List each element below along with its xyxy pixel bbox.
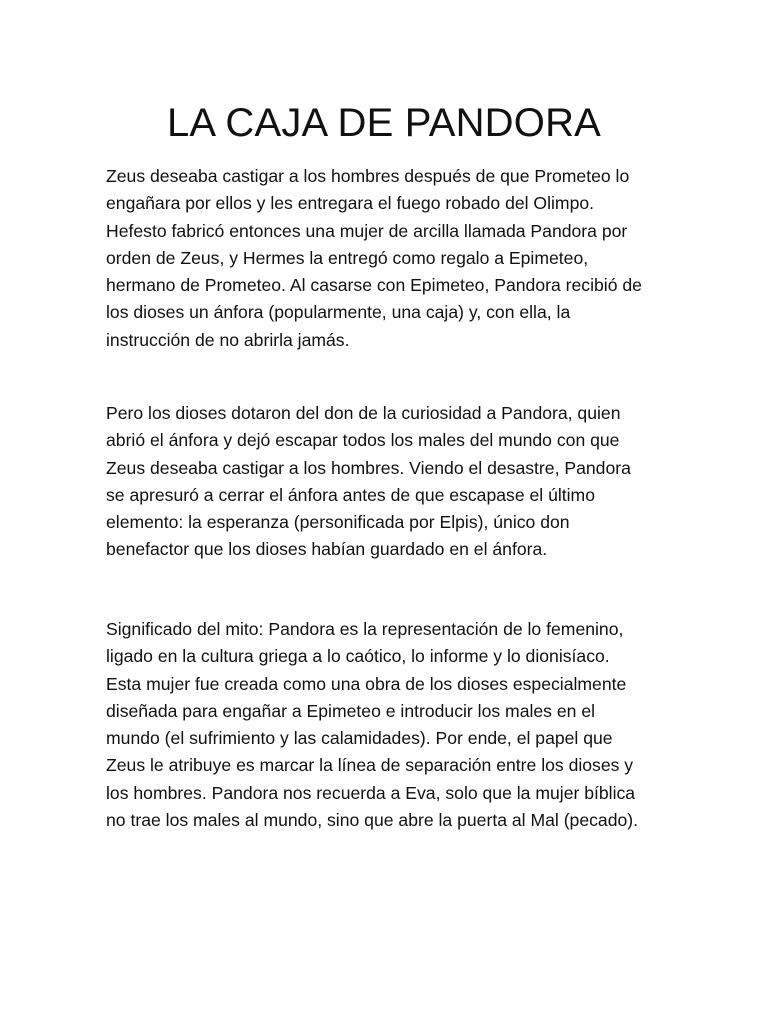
document-title: LA CAJA DE PANDORA — [166, 101, 602, 145]
paragraph-meaning: Significado del mito: Pandora es la representación de lo femenino, ligado en la cultura griega a lo caótico, lo informe y lo dionisíaco. Esta mujer fue creada como una obra de los dioses especialmente diseñada para engañar a Epimeteo e introducir los males en el mundo (el sufrimiento y las calamidades). Por ende, el papel que Zeus le atribuye es marcar la línea de separación entre los dioses y los hombres. Pandora nos recuerda a Eva, solo que la mujer bíblica no trae los males al mundo, sino que abre la puerta al Mal (pecado). — [106, 619, 639, 831]
paragraph-curiosity: Pero los dioses dotaron del don de la curiosidad a Pandora, quien abrió el ánfora y dejó escapar todos los males del mundo con que Zeus deseaba castigar a los hombres. Viendo el desastre, Pandora se apresuró a cerrar el ánfora antes de que escapase el último elemento: la esperanza (personificada por Elpis), único don benefactor que los dioses habían guardado en el ánfora. — [106, 403, 631, 560]
paragraph-myth-origin: Zeus deseaba castigar a los hombres después de que Prometeo lo engañara por ellos y les entregara el fuego robado del Olimpo. Hefesto fabricó entonces una mujer de arcilla llamada Pandora por orden de Zeus, y Hermes la entregó como regalo a Epimeteo, hermano de Prometeo. Al casarse con Epimeteo, Pandora recibió de los dioses un ánfora (popularmente, una caja) y, con ella, la instrucción de no abrirla jamás. — [106, 166, 642, 350]
